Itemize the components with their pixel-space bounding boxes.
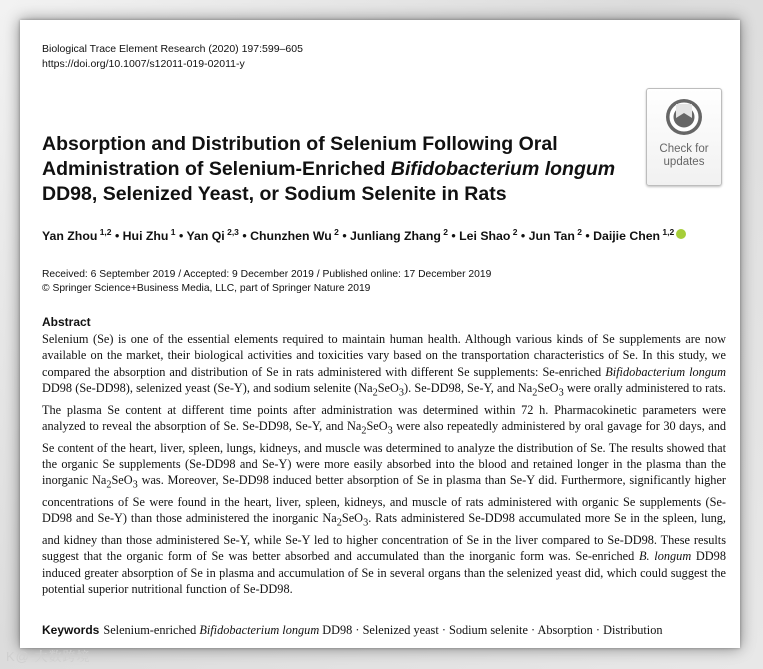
author-name[interactable]: Jun Tan (528, 229, 575, 244)
keyword-item (103, 623, 352, 637)
keyword-text: DD98 (319, 623, 353, 637)
title-line-3: DD98, Selenized Yeast, or Sodium Selenite in Rats (42, 183, 507, 205)
keyword-text: Distribution (603, 623, 663, 637)
abstract-text-segment: SeO (366, 418, 388, 433)
keyword-separator: · (527, 623, 538, 637)
check-label-line2: updates (663, 156, 705, 168)
received-accepted-line: Received: 6 September 2019 / Accepted: 9 December 2019 / Published online: 17 December 2019 (42, 269, 492, 280)
watermark: K@ 大数跨境 (6, 649, 91, 664)
abstract-subscript: 3 (398, 387, 405, 399)
doi-link[interactable]: https://doi.org/10.1007/s12011-019-02011-y (42, 58, 245, 70)
author-affiliation: 2 (440, 227, 448, 237)
abstract-text-segment: SeO (537, 380, 559, 395)
crossmark-icon (664, 97, 704, 137)
author-name[interactable]: Chunzhen Wu (250, 229, 332, 244)
abstract-italic: Bifidobacterium longum (605, 364, 726, 379)
abstract-italic: B. longum (639, 549, 692, 564)
author-name[interactable]: Yan Zhou (42, 229, 98, 244)
keyword-separator: · (592, 623, 604, 637)
author-separator: • (517, 229, 529, 244)
abstract-text-segment: DD98 (Se-DD98), selenized yeast (Se-Y), and sodium selenite (Na (42, 380, 373, 395)
keyword-text: Selenized yeast (362, 623, 439, 637)
journal-citation: Biological Trace Element Research (2020) 197:599–605 (42, 43, 303, 55)
keyword-separator: · (352, 623, 363, 637)
abstract-text-segment: SeO (111, 473, 133, 488)
author-affiliation: 1,2 (660, 227, 675, 237)
author-affiliation: 1,2 (97, 227, 112, 237)
author-affiliation: 2 (574, 227, 582, 237)
keywords-label: Keywords (42, 623, 100, 637)
abstract-paragraph (42, 331, 726, 597)
abstract-text-segment: DD98 induced greater absorption of Se in plasma and accumulation of Se in several organs than the selenized yeast did, which could suggest the potential superior nutritional function of Se-DD98. (42, 549, 726, 596)
author-separator: • (581, 229, 594, 244)
author-affiliation: 2,3 (224, 227, 239, 237)
abstract-text-segment: were orally administered to rats. The plasma Se content at different time points after administration was determined within 72 h. Pharmacokinetic parameters were analyzed to reveal the absorption of Se. Se-DD98, Se-Y, and Na (42, 380, 726, 433)
title-line-1: Absorption and Distribution of Selenium Following Oral (42, 133, 558, 155)
keyword-item (449, 623, 528, 637)
copyright-line: © Springer Science+Business Media, LLC, part of Springer Nature 2019 (42, 283, 371, 294)
keywords-line (42, 623, 732, 638)
abstract-text-segment: ). Se-DD98, Se-Y, and Na (404, 380, 533, 395)
author-separator: • (448, 229, 460, 244)
author-affiliation: 1 (168, 227, 176, 237)
abstract-text-segment: were also repeatedly administered by oral gavage for 30 days, and Se content of the heart, liver, spleen, lungs, kidneys, and muscle was determined to analyze the distribution of Se. The results showed that the organic Se supplements (Se-DD98 and Se-Y) were more easily absorbed into the blood and retained longer in the plasma than the inorganic Na (42, 418, 726, 488)
abstract-subscript: 3 (132, 479, 138, 491)
author-affiliation: 2 (331, 227, 339, 237)
paper-page (20, 20, 740, 648)
title-line-2: Administration of Selenium-Enriched (42, 158, 391, 180)
author-separator: • (338, 229, 351, 244)
abstract-subscript: 2 (532, 387, 538, 399)
abstract-subscript: 3 (558, 387, 564, 399)
abstract-text-segment: was. Moreover, Se-DD98 induced better absorption of Se in plasma than Se-Y did. Furthermore, significantly higher concentrations of Se were found in the heart, liver, spleen, kidneys, and muscle of rats administered with organic Se supplements (Se-DD98 and Se-Y) than those administered the inorganic Na (42, 473, 726, 526)
abstract-subscript: 2 (372, 387, 378, 399)
abstract-subscript: 3 (387, 425, 393, 437)
abstract-text-segment: SeO (341, 511, 364, 526)
keyword-item (537, 623, 592, 637)
keyword-italic: Bifidobacterium longum (199, 623, 320, 637)
keyword-item (603, 623, 662, 637)
author-separator: • (175, 229, 187, 244)
publication-dates (42, 268, 491, 296)
abstract-subscript: 2 (106, 479, 112, 491)
author-list (42, 227, 722, 243)
author-affiliation: 2 (510, 227, 518, 237)
title-italic-species: Bifidobacterium longum (390, 158, 616, 180)
keyword-text: Selenium-enriched (103, 623, 200, 637)
article-title (42, 132, 632, 207)
keywords-items (103, 623, 662, 637)
journal-header (42, 42, 303, 72)
abstract-subscript: 2 (361, 425, 367, 437)
check-label-line1: Check for (659, 143, 709, 155)
author-name[interactable]: Daijie Chen (593, 229, 661, 244)
author-separator: • (238, 229, 251, 244)
abstract-heading: Abstract (42, 315, 91, 329)
orcid-icon[interactable] (676, 229, 686, 239)
abstract-body (42, 331, 726, 597)
author-separator: • (111, 229, 123, 244)
author-name[interactable]: Yan Qi (186, 229, 225, 244)
abstract-text-segment: . Rats administered Se-DD98 accumulated more Se in the spleen, lung, and kidney than those administered Se-Y, while Se-Y led to higher concentration of Se in the liver compared to Se-DD98. These results suggest that the organic form of Se was better absorbed and accumulated than the inorganic form was. Se-enriched (42, 511, 726, 564)
author-name[interactable]: Hui Zhu (122, 229, 169, 244)
keyword-separator: · (438, 623, 449, 637)
abstract-subscript: 3 (363, 517, 369, 529)
abstract-text-segment: SeO (377, 380, 399, 395)
keyword-text: Sodium selenite (449, 623, 528, 637)
abstract-subscript: 2 (336, 517, 342, 529)
keyword-text: Absorption (537, 623, 593, 637)
abstract-text-segment: Selenium (Se) is one of the essential elements required to maintain human health. Although various kinds of Se supplements are now available on the market, their biological activities and toxicities vary based on the transportation characteristics of Se. In this study, we compared the absorption and distribution of Se in rats administered with different Se supplements: Se-enriched (42, 332, 726, 379)
check-for-updates-badge[interactable] (646, 88, 722, 186)
author-name[interactable]: Junliang Zhang (350, 229, 441, 244)
keyword-item (363, 623, 439, 637)
author-name[interactable]: Lei Shao (459, 229, 511, 244)
check-for-updates-label (647, 143, 721, 169)
